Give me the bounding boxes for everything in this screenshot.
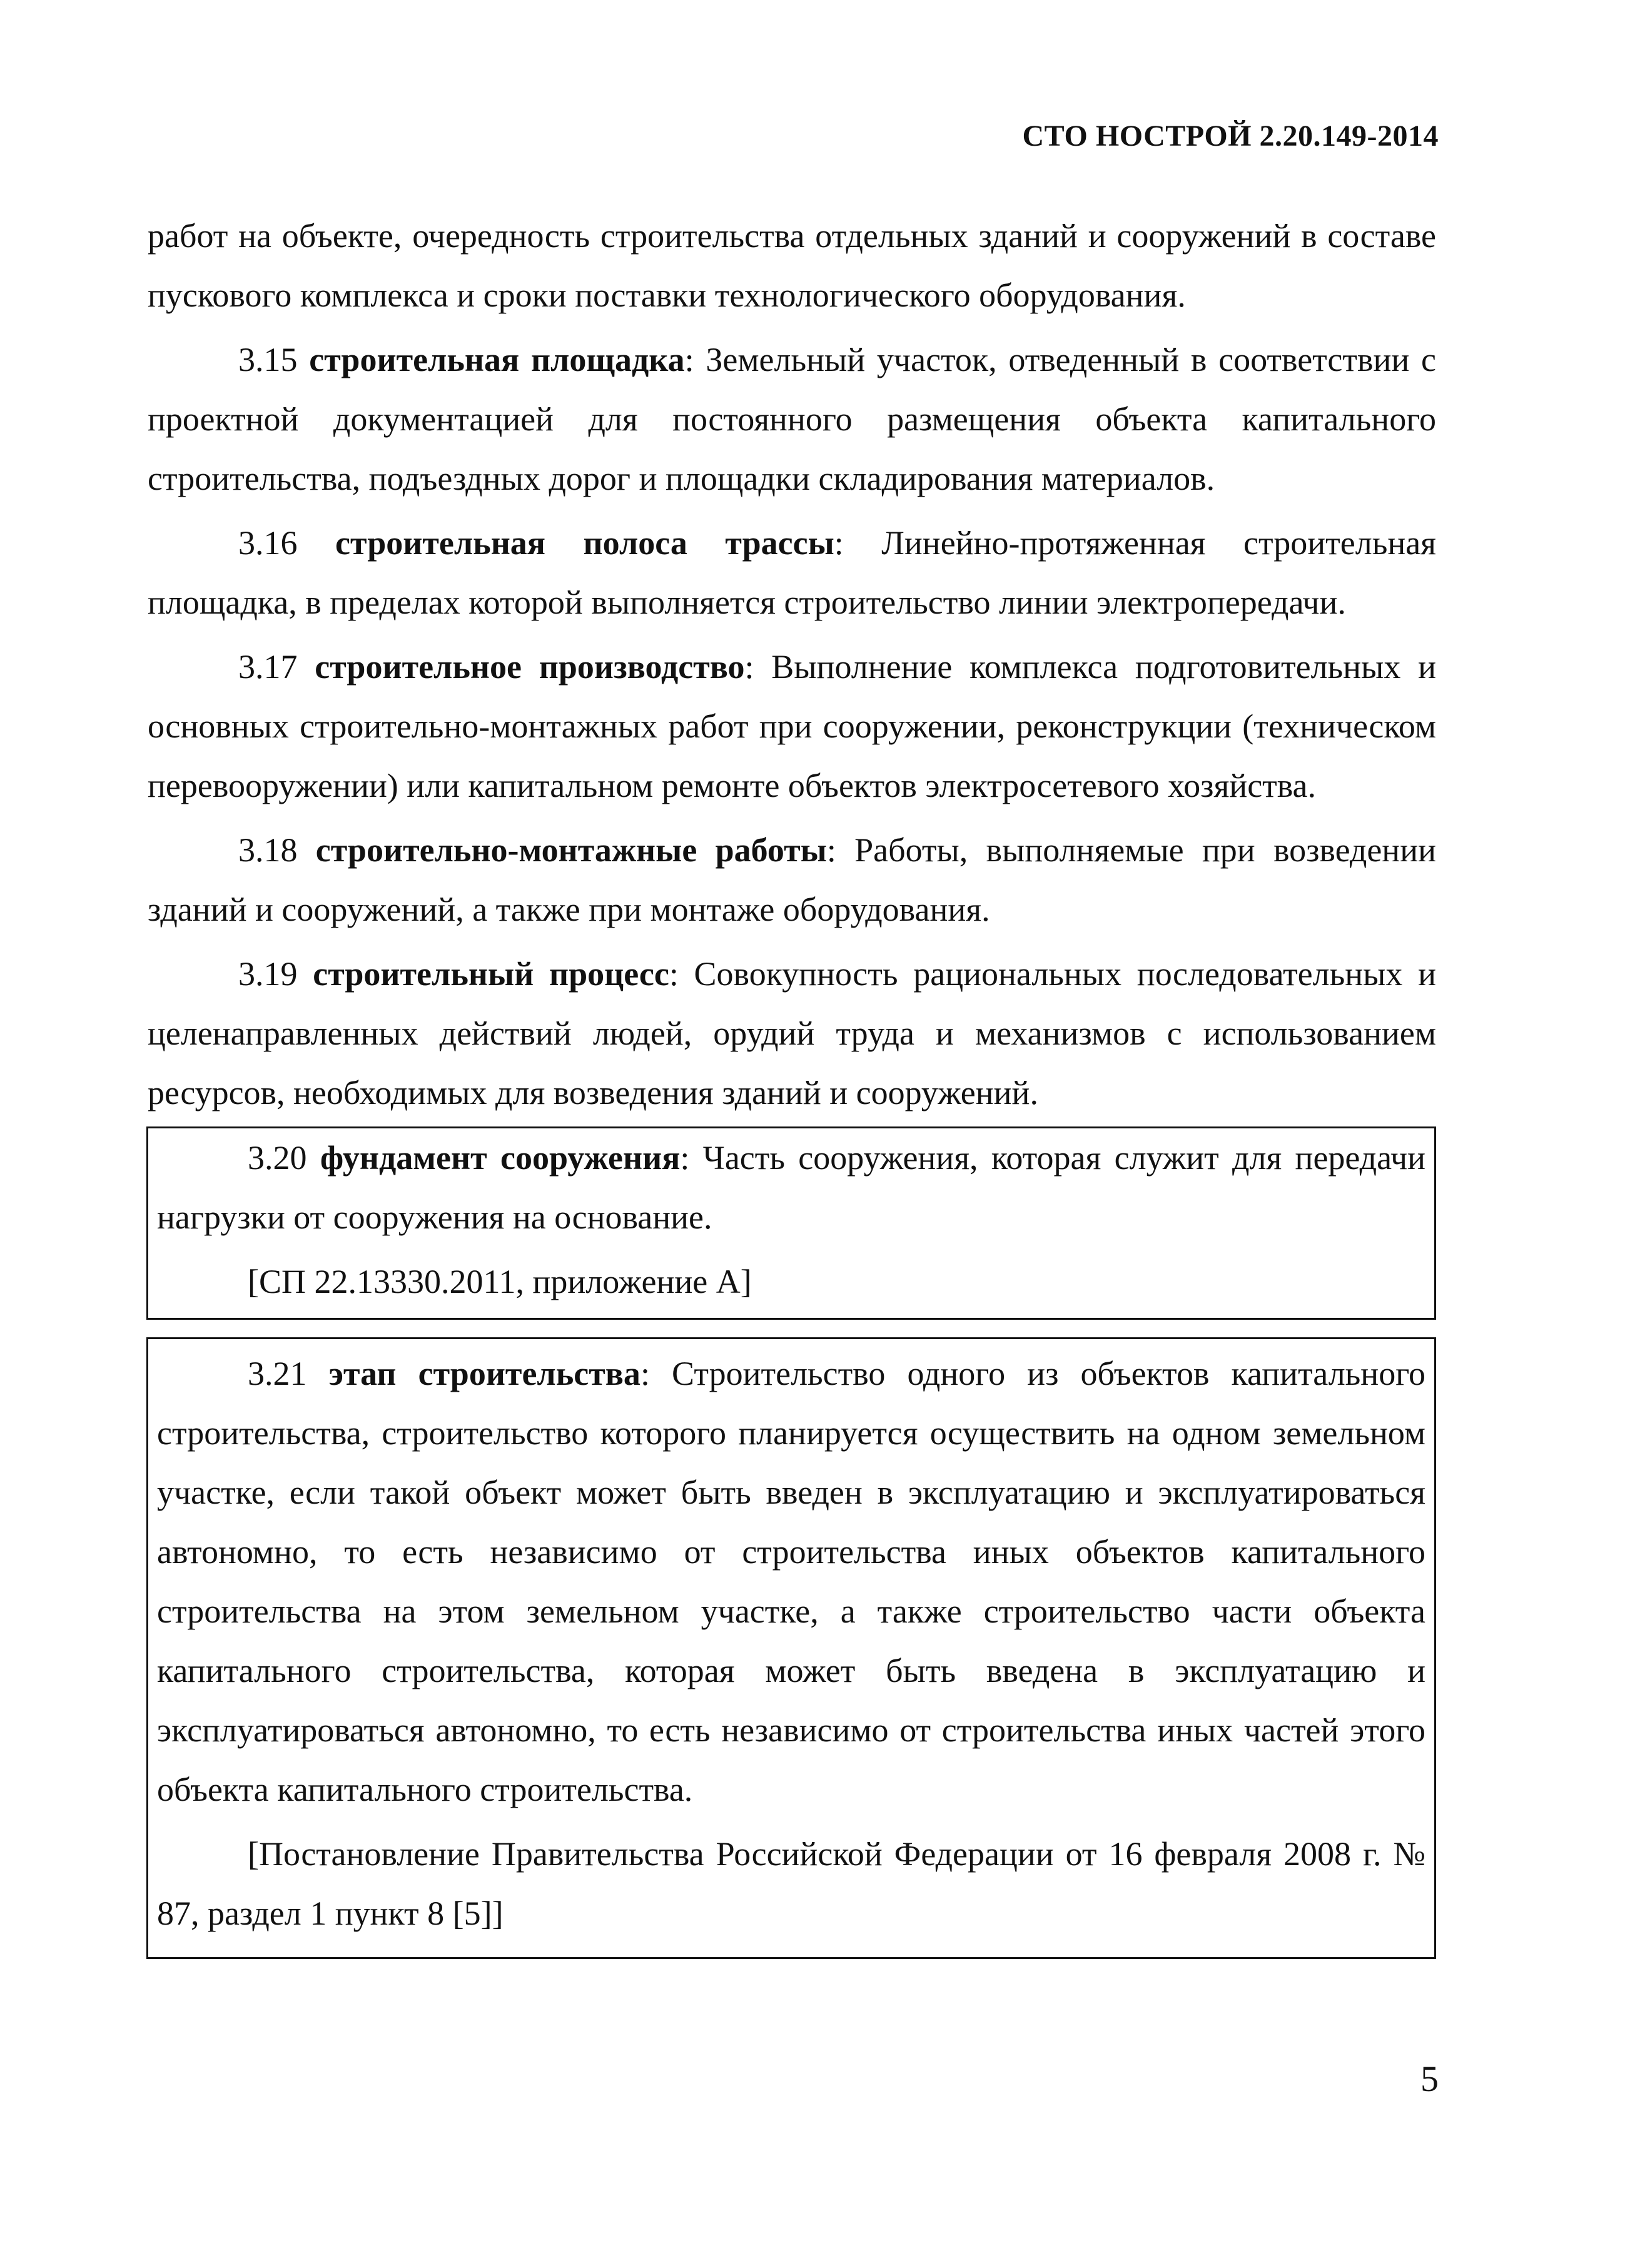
definition-text: : Строительство одного из объектов капитального строительства, строительство которого планируется осуществить на одном земельном участке, если такой объект может быть введен в эксплуатацию и эксплуатироваться автономно, то есть независимо от строительства иных объектов капитального строительства на этом земельном участке, а также строительство части объекта капитального строительства, которая может быть введена в эксплуатацию и эксплуатироваться автономно, то есть независимо от строительства иных частей этого объекта капитального строительства.: [157, 1355, 1425, 1808]
document-body: [148, 206, 1436, 1959]
definition-3-17: [148, 637, 1436, 816]
definition-text: : Часть сооружения, которая служит для передачи нагрузки от сооружения на основание.: [157, 1139, 1426, 1236]
boxed-definition-3-21: [146, 1337, 1436, 1959]
continuation-paragraph: работ на объекте, очередность строительства отдельных зданий и сооружений в составе пускового комплекса и сроки поставки технологического оборудования.: [148, 217, 1436, 314]
definition-number: 3.17: [238, 648, 298, 686]
definition-number: 3.15: [238, 341, 298, 378]
definition-number: 3.18: [238, 831, 298, 869]
definition-text: : Совокупность рациональных последовательных и целенаправленных действий людей, орудий труда и механизмов с использованием ресурсов, необходимых для возведения зданий и сооружений.: [148, 955, 1436, 1111]
page-number: 5: [1420, 2058, 1439, 2099]
definition-number: 3.19: [238, 955, 298, 993]
definition-source: [Постановление Правительства Российской Федерации от 16 февраля 2008 г. № 87, раздел 1 пункт 8 [5]]: [157, 1835, 1425, 1932]
definition-number: 3.21: [248, 1355, 307, 1392]
definition-number: 3.20: [248, 1139, 307, 1177]
document-code-header: СТО НОСТРОЙ 2.20.149-2014: [1022, 119, 1439, 153]
definition-3-19: [148, 944, 1436, 1123]
definition-3-15: [148, 330, 1436, 509]
definition-text: : Работы, выполняемые при возведении зданий и сооружений, а также при монтаже оборудования.: [148, 831, 1436, 928]
definition-term: строительный процесс: [313, 955, 669, 993]
definition-number: 3.16: [238, 524, 298, 562]
definition-3-16: [148, 514, 1436, 632]
definition-term: строительное производство: [315, 648, 745, 686]
definition-term: этап строительства: [328, 1355, 640, 1392]
definition-term: строительно-монтажные работы: [315, 831, 827, 869]
boxed-definition-3-20: [146, 1126, 1436, 1320]
definition-3-18: [148, 821, 1436, 939]
definition-text: : Земельный участок, отведенный в соответствии с проектной документацией для постоянного размещения объекта капитального строительства, подъездных дорог и площадки складирования материалов.: [148, 341, 1437, 497]
definition-3-20: [157, 1128, 1425, 1247]
definition-term: строительная полоса трассы: [335, 524, 834, 562]
definition-3-21: [157, 1344, 1425, 1820]
definition-text: : Линейно-протяженная строительная площадка, в пределах которой выполняется строительство линии электропередачи.: [148, 524, 1437, 621]
definition-term: строительная площадка: [309, 341, 685, 378]
definition-term: фундамент сооружения: [320, 1139, 681, 1177]
definition-text: : Выполнение комплекса подготовительных и основных строительно-монтажных работ при сооружении, реконструкции (техническом перевооружении) или капитальном ремонте объектов электросетевого хозяйства.: [148, 648, 1436, 804]
definition-source: [СП 22.13330.2011, приложение А]: [248, 1263, 752, 1300]
